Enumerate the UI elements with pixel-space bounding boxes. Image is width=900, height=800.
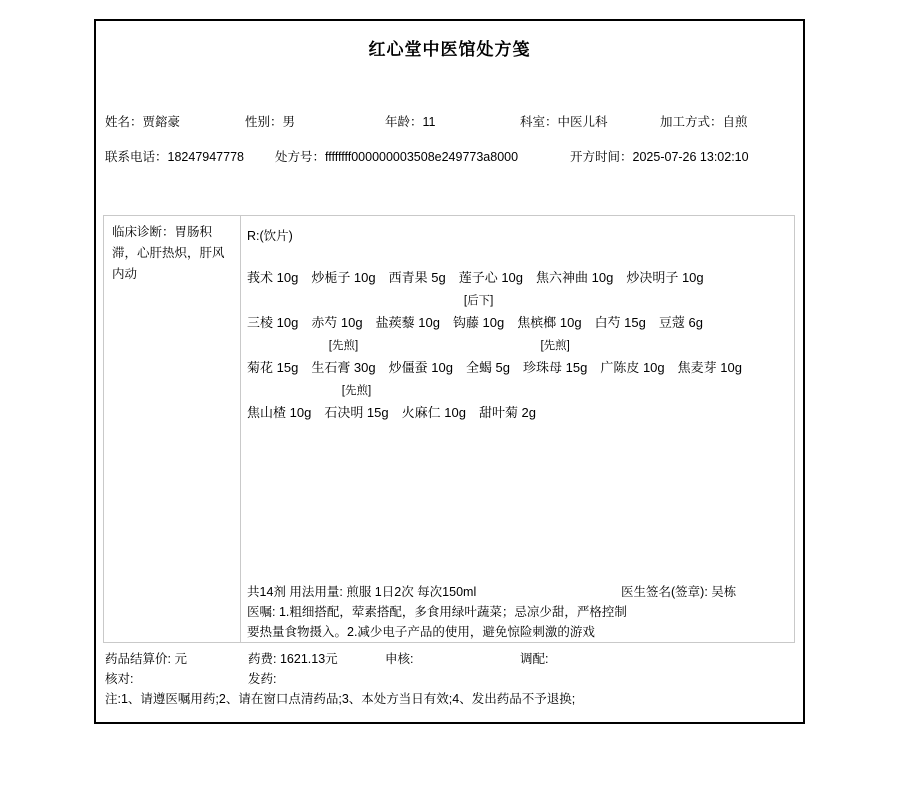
herb-name-dose: 莪术 10g xyxy=(247,270,299,285)
herb-name-dose: 焦山楂 10g xyxy=(247,405,312,420)
medicine-fee-label: 药费: xyxy=(248,652,277,666)
doctor-signature-label: 医生签名(签章): xyxy=(621,585,712,599)
patient-info-row xyxy=(105,114,797,130)
herb-name-dose: 炒僵蚕 10g xyxy=(388,360,453,375)
herb-item xyxy=(459,244,523,289)
issue-time-value: 2025-07-26 13:02:10 xyxy=(632,150,749,164)
herb-name-dose: 广陈皮 10g xyxy=(600,360,665,375)
patient-age-label: 年龄： xyxy=(385,115,423,129)
herb-lines xyxy=(247,244,788,424)
decoction-method-tag xyxy=(536,244,613,266)
footer-note: 注:1、请遵医嘱用药;2、请在窗口点清药品;3、本处方当日有效;4、发出药品不予退换; xyxy=(105,692,576,706)
herb-name-dose: 三棱 10g xyxy=(247,315,299,330)
prescription-no-label: 处方号： xyxy=(275,150,326,164)
doctor-signature-value: 吴栋 xyxy=(711,585,737,599)
medicine-fee-value: 1621.13元 xyxy=(276,652,338,666)
patient-name-field xyxy=(105,114,245,130)
herb-item xyxy=(479,379,536,424)
herb-name-dose: 炒栀子 10g xyxy=(311,270,376,285)
decoction-method-tag xyxy=(247,244,298,266)
review-label: 申核: xyxy=(385,652,414,666)
herb-name-dose: 赤芍 10g xyxy=(311,315,363,330)
review-field xyxy=(385,651,520,667)
decoction-method-tag xyxy=(311,244,375,266)
herb-item xyxy=(453,289,504,334)
decoction-method-tag: [先煎] xyxy=(540,340,570,352)
usage-label: 用法用量: xyxy=(285,585,347,599)
department-value: 中医儿科 xyxy=(557,115,608,129)
herb-line xyxy=(247,334,788,379)
herb-item xyxy=(247,244,298,289)
patient-age-field xyxy=(385,114,520,130)
herb-item xyxy=(324,379,388,424)
herb-name-dose: 西青果 5g xyxy=(388,270,446,285)
herb-item xyxy=(659,289,703,334)
verify-field xyxy=(105,671,248,687)
herb-name-dose: 莲子心 10g xyxy=(458,270,524,285)
herb-name-dose: 焦槟榔 10g xyxy=(517,315,582,330)
total-doses: 共14剂 xyxy=(247,585,286,599)
decoction-method-tag xyxy=(595,289,646,311)
herb-item xyxy=(389,244,446,289)
herb-name-dose: 白芍 15g xyxy=(594,315,646,330)
herbs-cell xyxy=(241,216,794,642)
herb-item xyxy=(402,379,466,424)
herb-name-dose: 全蝎 5g xyxy=(465,360,511,375)
department-label: 科室： xyxy=(520,115,558,129)
decoction-method-tag xyxy=(247,289,298,311)
rx-header: R:(饮片) xyxy=(247,229,293,243)
issue-time-field xyxy=(570,149,749,165)
settlement-price-field xyxy=(105,651,248,667)
herb-name-dose: 菊花 15g xyxy=(247,360,299,375)
dispense-field xyxy=(248,671,276,687)
herb-name-dose: 焦六神曲 10g xyxy=(536,270,614,285)
phone-field xyxy=(105,149,275,165)
herb-item xyxy=(311,334,375,379)
herb-line xyxy=(247,244,788,289)
prescription-sheet xyxy=(94,19,805,724)
processing-method-field xyxy=(660,114,748,130)
herb-item xyxy=(247,334,298,379)
medical-advice-text: 1.粗细搭配，荤素搭配，多食用绿叶蔬菜；忌凉少甜，严格控制要热量食物摄入。2.减少电子产品的使用，避免惊险刺激的游戏 xyxy=(247,605,627,639)
settlement-price-value: 元 xyxy=(170,652,187,666)
decoction-method-tag xyxy=(389,334,453,356)
herb-name-dose: 炒决明子 10g xyxy=(626,270,704,285)
patient-gender-label: 性别： xyxy=(245,115,283,129)
herb-name-dose: 盐蒺藜 10g xyxy=(375,315,440,330)
decoction-method-tag: [先煎] xyxy=(328,340,359,352)
herb-name-dose: 焦麦芽 10g xyxy=(677,360,742,375)
decoction-method-tag xyxy=(311,289,362,311)
decoction-method-tag xyxy=(466,334,510,356)
herb-line xyxy=(247,289,788,334)
decoction-method-tag xyxy=(678,334,742,356)
settlement-row xyxy=(105,651,797,667)
herb-item xyxy=(247,289,298,334)
decoction-method-tag xyxy=(247,334,298,356)
herb-item xyxy=(678,334,742,379)
verify-label: 核对: xyxy=(105,672,134,686)
contact-info-row xyxy=(105,149,797,165)
herb-name-dose: 生石膏 30g xyxy=(311,360,376,375)
patient-gender-field xyxy=(245,114,385,130)
clinical-diagnosis-cell xyxy=(104,216,241,642)
herb-item xyxy=(517,289,581,334)
herb-item xyxy=(376,289,440,334)
dispense-prep-label: 调配: xyxy=(520,652,549,666)
herb-name-dose: 甜叶菊 2g xyxy=(478,405,537,420)
medicine-fee-field xyxy=(248,651,385,667)
department-field xyxy=(520,114,660,130)
decoction-method-tag: [后下] xyxy=(463,295,494,307)
decoction-method-tag xyxy=(247,379,311,401)
processing-method-label: 加工方式： xyxy=(660,115,723,129)
decoction-method-tag xyxy=(479,379,536,401)
herb-name-dose: 豆蔻 6g xyxy=(658,315,703,330)
clinic-title: 红心堂中医馆处方笺 xyxy=(368,40,531,59)
herb-item xyxy=(247,379,311,424)
medical-advice-label: 医嘱: xyxy=(247,605,279,619)
patient-name-label: 姓名： xyxy=(105,115,143,129)
phone-value: 18247947778 xyxy=(167,150,244,164)
phone-label: 联系电话： xyxy=(105,150,168,164)
doctor-signature-field xyxy=(621,582,736,602)
patient-name-value: 贾鎔豪 xyxy=(142,115,181,129)
decoction-method-tag xyxy=(600,334,664,356)
patient-gender-value: 男 xyxy=(282,115,296,129)
herb-name-dose: 钩藤 10g xyxy=(452,315,505,330)
issue-time-label: 开方时间： xyxy=(570,150,633,164)
usage-value: 煎服 1日2次 每次150ml xyxy=(346,585,477,599)
herb-item xyxy=(536,244,613,289)
herb-item xyxy=(595,289,646,334)
prescription-no-value: ffffffff000000003508e249773a8000 xyxy=(325,150,519,164)
patient-age-value: 11 xyxy=(422,115,436,129)
herb-line xyxy=(247,379,788,424)
prescription-no-field xyxy=(275,149,570,165)
herb-name-dose: 珍珠母 15g xyxy=(523,360,588,375)
decoction-method-tag xyxy=(459,244,523,266)
herb-item xyxy=(626,244,703,289)
dosage-summary-line xyxy=(247,582,788,602)
processing-method-value: 自煎 xyxy=(722,115,748,129)
rx-bottom-block xyxy=(247,582,788,642)
diagnosis-label: 临床诊断： xyxy=(112,225,175,239)
medical-advice xyxy=(247,602,635,642)
decoction-method-tag xyxy=(659,289,703,311)
dispense-prep-field xyxy=(520,651,548,667)
settlement-price-label: 药品结算价: xyxy=(105,652,171,666)
decoction-method-tag xyxy=(517,289,581,311)
diagnosis-text: 胃肠积滞，心肝热炽，肝风内动 xyxy=(112,225,225,281)
herb-item xyxy=(466,334,510,379)
decoction-method-tag xyxy=(376,289,440,311)
herb-name-dose: 火麻仁 10g xyxy=(401,405,466,420)
check-row xyxy=(105,671,797,687)
herb-item xyxy=(311,244,375,289)
herb-name-dose: 石决明 15g xyxy=(324,405,389,420)
decoction-method-tag: [先煎] xyxy=(341,385,372,397)
prescription-body-box xyxy=(103,215,795,643)
herb-item xyxy=(600,334,664,379)
decoction-method-tag xyxy=(402,379,466,401)
herb-item xyxy=(523,334,587,379)
decoction-method-tag xyxy=(389,244,446,266)
herb-item xyxy=(389,334,453,379)
decoction-method-tag xyxy=(626,244,703,266)
dispense-label: 发药: xyxy=(248,672,277,686)
herb-item xyxy=(311,289,362,334)
